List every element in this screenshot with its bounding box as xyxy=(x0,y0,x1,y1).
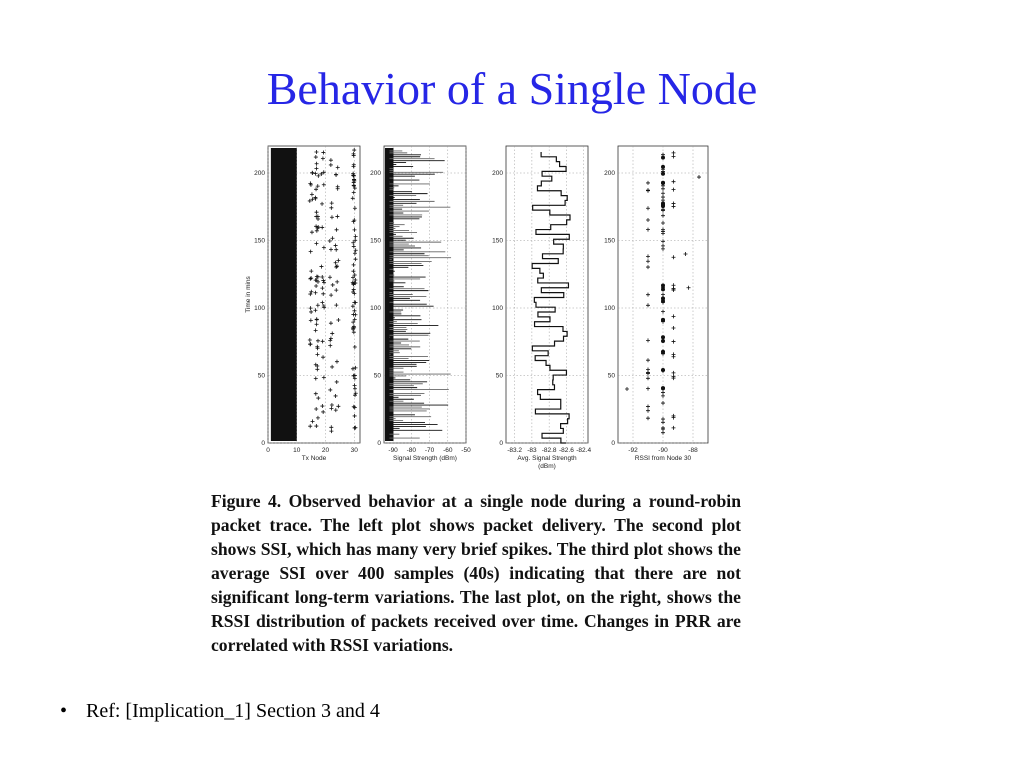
delivery-point xyxy=(310,171,314,175)
delivery-point xyxy=(336,258,340,262)
y-tick-label: 100 xyxy=(370,305,381,312)
rssi-point xyxy=(646,188,650,192)
rssi-point xyxy=(661,187,665,191)
delivery-point xyxy=(354,257,358,261)
delivery-point xyxy=(308,342,312,346)
rssi-point xyxy=(661,214,665,218)
delivery-point xyxy=(329,321,333,325)
delivery-point xyxy=(329,337,333,341)
rssi-point xyxy=(672,155,676,159)
delivery-point xyxy=(329,163,333,167)
delivery-point xyxy=(334,248,338,252)
y-tick-label: 150 xyxy=(604,237,615,245)
delivery-point xyxy=(330,403,334,407)
rssi-point xyxy=(661,191,665,195)
delivery-point xyxy=(315,229,319,233)
delivery-point xyxy=(354,366,358,370)
delivery-point xyxy=(352,263,356,267)
x-tick-label: 10 xyxy=(293,447,301,454)
rssi-point xyxy=(672,255,676,259)
delivery-point xyxy=(316,396,320,400)
rssi-point xyxy=(661,244,665,248)
delivery-point xyxy=(308,338,312,342)
rssi-point xyxy=(646,358,650,362)
delivery-point xyxy=(334,173,338,177)
delivery-point xyxy=(309,306,313,310)
rssi-point xyxy=(672,426,676,430)
delivery-point xyxy=(316,174,320,178)
rssi-point xyxy=(672,180,676,184)
delivery-point xyxy=(335,380,339,384)
rssi-point xyxy=(646,254,650,258)
rssi-point xyxy=(661,156,665,160)
delivery-point xyxy=(335,280,339,284)
rssi-point xyxy=(672,340,676,344)
delivery-point xyxy=(314,424,318,428)
y-tick-label: 200 xyxy=(492,170,503,177)
delivery-point xyxy=(315,210,319,214)
rssi-point xyxy=(661,165,665,169)
rssi-point xyxy=(672,314,676,318)
delivery-point xyxy=(314,407,318,411)
delivery-point xyxy=(308,424,312,428)
x-axis-label: Avg. Signal Strength xyxy=(517,455,577,462)
delivery-point xyxy=(314,291,318,295)
x-tick-label: 0 xyxy=(266,447,270,454)
rssi-point xyxy=(661,335,665,339)
rssi-outlier xyxy=(697,175,701,179)
y-tick-label: 50 xyxy=(373,372,381,380)
x-tick-label: -82.6 xyxy=(559,447,574,454)
delivery-point xyxy=(328,338,332,342)
delivery-point xyxy=(329,429,333,433)
delivery-point xyxy=(353,383,357,387)
delivery-point xyxy=(335,264,339,268)
delivery-point xyxy=(334,408,338,412)
delivery-point xyxy=(310,230,314,234)
delivery-point xyxy=(351,241,355,245)
rssi-point xyxy=(661,195,665,199)
delivery-point xyxy=(328,239,332,243)
delivery-point xyxy=(330,236,334,240)
y-tick-label: 100 xyxy=(492,305,503,312)
rssi-point xyxy=(661,181,665,185)
delivery-point xyxy=(316,339,320,343)
rssi-point xyxy=(672,188,676,192)
delivery-point xyxy=(353,393,357,397)
rssi-point xyxy=(646,228,650,232)
y-tick-label: 150 xyxy=(370,237,381,245)
y-tick-label: 0 xyxy=(377,440,381,447)
rssi-point xyxy=(646,409,650,413)
delivery-point xyxy=(309,318,313,322)
y-tick-label: 50 xyxy=(257,372,265,380)
y-tick-label: 150 xyxy=(254,237,265,245)
delivery-point xyxy=(336,187,340,191)
reference-bullet xyxy=(60,700,380,723)
plot-panel-3 xyxy=(492,146,591,470)
rssi-point xyxy=(646,259,650,263)
delivery-point xyxy=(314,328,318,332)
delivery-point xyxy=(321,278,325,282)
delivery-point xyxy=(330,201,334,205)
avg-ssi-line xyxy=(532,152,570,443)
reference-text: Ref: [Implication_1] Section 3 and 4 xyxy=(86,700,380,722)
caption-text: Observed behavior at a single node during a round-robin packet trace. The left plot shows packet delivery. The second plot shows SSI, which has many very brief spikes. The third plot shows the average SSI over 400 samples (40s) indicating that there are not significant long-term variations. The last plot, on the right, shows the RSSI distribution of packets received over time. Changes in PRR are correlated with RSSI variations. xyxy=(211,491,741,655)
x-tick-label: -88 xyxy=(688,447,698,454)
x-tick-label: -82.8 xyxy=(541,447,557,454)
delivery-point xyxy=(320,202,324,206)
rssi-point xyxy=(646,416,650,420)
rssi-point xyxy=(661,394,665,398)
delivery-point xyxy=(334,288,338,292)
delivery-point xyxy=(334,303,338,307)
delivery-point xyxy=(329,293,333,297)
rssi-point xyxy=(672,326,676,330)
rssi-point xyxy=(646,218,650,222)
delivery-point xyxy=(316,303,320,307)
delivery-point xyxy=(308,277,312,281)
x-tick-label: -60 xyxy=(443,447,453,454)
x-axis-label: Tx Node xyxy=(301,455,327,462)
delivery-point xyxy=(308,292,312,296)
y-tick-label: 50 xyxy=(495,372,503,380)
y-tick-label: 150 xyxy=(492,237,503,245)
delivery-point xyxy=(315,352,319,356)
rssi-outlier xyxy=(625,387,629,391)
plot-panel-4 xyxy=(604,146,708,462)
x-tick-label: -82.4 xyxy=(576,447,592,454)
delivery-point xyxy=(335,360,339,364)
x-axis-label: RSSI from Node 30 xyxy=(634,455,692,462)
y-axis-label: Time in mins xyxy=(245,276,252,313)
x-tick-label: -90 xyxy=(658,447,668,454)
delivery-point xyxy=(353,206,357,210)
rssi-point xyxy=(661,386,665,390)
rssi-point xyxy=(646,387,650,391)
delivery-point xyxy=(336,404,340,408)
delivery-point xyxy=(328,388,332,392)
delivery-point xyxy=(353,313,357,317)
delivery-point xyxy=(309,290,313,294)
rssi-point xyxy=(661,221,665,225)
rssi-point xyxy=(646,181,650,185)
x-tick-label: -90 xyxy=(388,447,398,454)
rssi-point xyxy=(646,265,650,269)
x-tick-label: -83.2 xyxy=(507,447,523,454)
delivery-point xyxy=(335,214,339,218)
rssi-point xyxy=(661,292,665,296)
delivery-point xyxy=(310,192,314,196)
delivery-point xyxy=(329,425,333,429)
y-tick-label: 200 xyxy=(604,170,615,177)
rssi-point xyxy=(672,355,676,359)
rssi-point xyxy=(661,239,665,243)
delivery-point xyxy=(330,365,334,369)
x-axis-label: Signal Strength (dBm) xyxy=(393,455,457,462)
delivery-point xyxy=(321,410,325,414)
delivery-point xyxy=(330,332,334,336)
delivery-point xyxy=(353,345,357,349)
delivery-point xyxy=(314,242,318,246)
delivery-point xyxy=(335,228,339,232)
delivery-point xyxy=(319,265,323,269)
delivery-point xyxy=(309,269,313,273)
y-tick-label: 200 xyxy=(370,170,381,177)
rssi-point xyxy=(672,151,676,155)
delivery-point xyxy=(328,275,332,279)
delivery-point xyxy=(353,251,357,255)
delivery-point xyxy=(315,322,319,326)
delivery-point xyxy=(320,275,324,279)
delivery-point xyxy=(336,166,340,170)
rssi-point xyxy=(646,293,650,297)
delivery-point xyxy=(309,310,313,314)
plot-panel-1 xyxy=(245,146,360,462)
delivery-point xyxy=(314,150,318,154)
delivery-point xyxy=(334,261,338,265)
delivery-point xyxy=(352,309,356,313)
rssi-point xyxy=(646,368,650,372)
rssi-point xyxy=(672,205,676,209)
y-tick-label: 200 xyxy=(254,170,265,177)
delivery-point xyxy=(321,355,325,359)
delivery-point xyxy=(311,419,315,423)
slide-title: Behavior of a Single Node xyxy=(266,63,758,114)
x-tick-label: -80 xyxy=(406,447,417,454)
delivery-point xyxy=(336,318,340,322)
delivery-point xyxy=(314,155,318,159)
rssi-point xyxy=(646,338,650,342)
delivery-point xyxy=(329,406,333,410)
delivery-point xyxy=(313,172,317,176)
delivery-point xyxy=(334,244,338,248)
x-tick-label: -83 xyxy=(527,447,537,454)
rssi-outlier xyxy=(684,252,688,256)
delivery-point xyxy=(315,162,319,166)
delivery-point xyxy=(321,339,325,343)
delivery-point xyxy=(329,247,333,251)
delivery-point xyxy=(313,308,317,312)
rssi-point xyxy=(661,339,665,343)
delivery-point xyxy=(314,167,318,171)
delivery-point xyxy=(352,244,356,248)
delivery-point xyxy=(352,405,356,409)
figure-caption xyxy=(211,489,741,657)
delivery-point xyxy=(321,292,325,296)
delivery-point xyxy=(320,225,324,229)
delivery-point xyxy=(352,148,356,152)
delivery-point xyxy=(351,269,355,273)
delivery-point xyxy=(322,376,326,380)
y-tick-label: 0 xyxy=(261,440,265,447)
figure-4-plots xyxy=(240,140,720,485)
delivery-point xyxy=(330,215,334,219)
y-tick-label: 50 xyxy=(607,372,615,380)
delivery-point xyxy=(321,150,325,154)
delivery-point xyxy=(353,238,357,242)
delivery-point xyxy=(334,394,338,398)
rssi-point xyxy=(661,420,665,424)
delivery-point xyxy=(352,191,356,195)
rssi-point xyxy=(661,231,665,235)
y-tick-label: 0 xyxy=(611,440,615,447)
x-tick-label: -70 xyxy=(424,447,435,454)
rssi-point xyxy=(661,310,665,314)
delivery-point xyxy=(352,288,356,292)
delivery-point xyxy=(320,404,324,408)
y-tick-label: 100 xyxy=(254,305,265,312)
delivery-point xyxy=(322,183,326,187)
y-tick-label: 100 xyxy=(604,305,615,312)
delivery-point xyxy=(316,416,320,420)
delivery-band xyxy=(271,148,297,441)
rssi-outlier xyxy=(687,286,691,290)
delivery-point xyxy=(322,246,326,250)
delivery-point xyxy=(314,284,318,288)
delivery-point xyxy=(331,283,335,287)
rssi-point xyxy=(672,283,676,287)
delivery-point xyxy=(320,286,324,290)
delivery-point xyxy=(328,344,332,348)
x-tick-label: 20 xyxy=(321,447,330,454)
delivery-point xyxy=(314,376,318,380)
delivery-point xyxy=(334,265,338,269)
rssi-point xyxy=(646,405,650,409)
caption-label: Figure 4. xyxy=(211,491,282,511)
delivery-point xyxy=(309,250,313,254)
y-tick-label: 0 xyxy=(499,440,503,447)
rssi-point xyxy=(661,318,665,322)
rssi-point xyxy=(646,303,650,307)
rssi-point xyxy=(661,431,665,435)
delivery-point xyxy=(353,228,357,232)
delivery-point xyxy=(352,330,356,334)
delivery-point xyxy=(353,405,357,409)
rssi-point xyxy=(661,172,665,176)
delivery-point xyxy=(321,157,325,161)
x-tick-label: 30 xyxy=(350,447,358,454)
x-tick-label: -50 xyxy=(461,447,471,454)
rssi-point xyxy=(646,376,650,380)
delivery-point xyxy=(329,206,333,210)
delivery-point xyxy=(309,276,313,280)
x-axis-label-2: (dBm) xyxy=(538,463,556,470)
delivery-point xyxy=(329,158,333,162)
delivery-point xyxy=(352,174,356,178)
plot-panel-2 xyxy=(370,146,471,462)
rssi-point xyxy=(672,371,676,375)
bullet-icon: • xyxy=(60,700,68,722)
rssi-point xyxy=(661,401,665,405)
rssi-point xyxy=(646,206,650,210)
delivery-point xyxy=(353,414,357,418)
delivery-point xyxy=(314,392,318,396)
delivery-point xyxy=(320,301,324,305)
delivery-point xyxy=(353,426,357,430)
x-tick-label: -92 xyxy=(628,447,638,454)
delivery-point xyxy=(315,318,319,322)
